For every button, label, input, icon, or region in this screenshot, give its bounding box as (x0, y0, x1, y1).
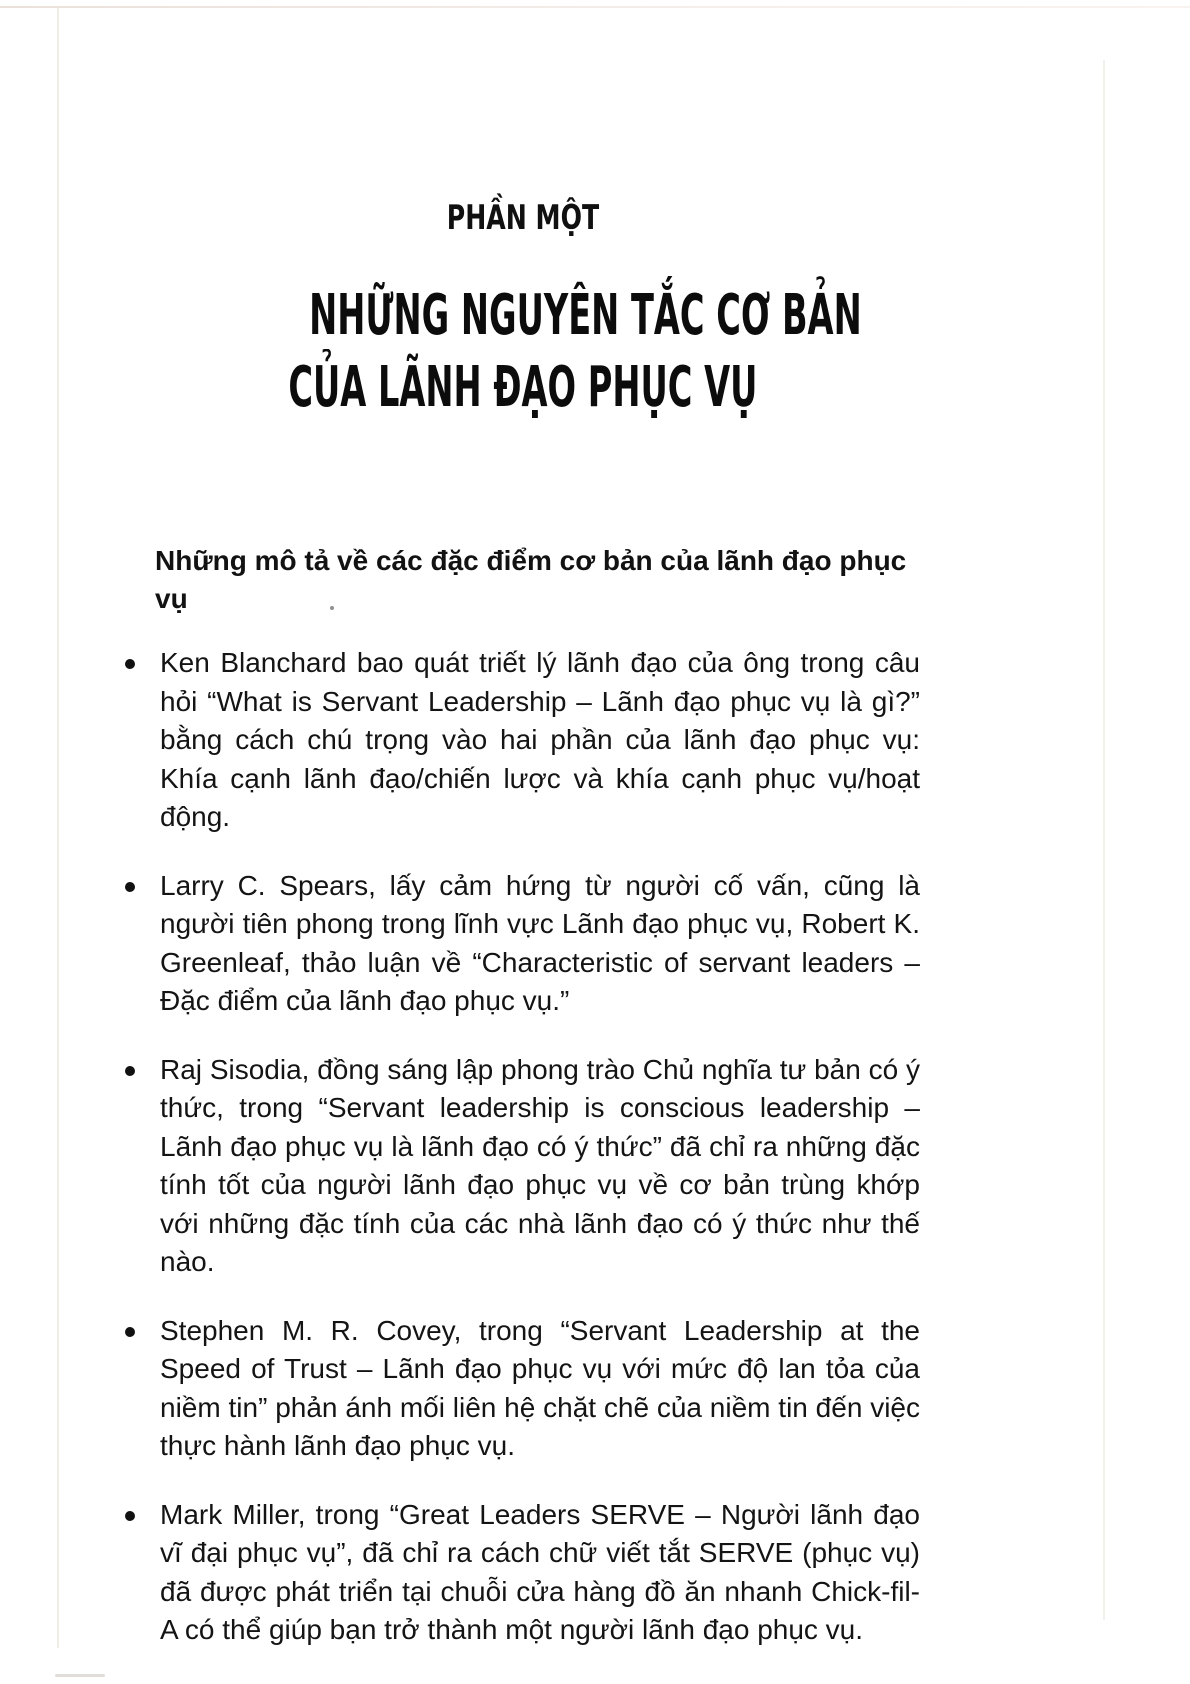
bullet-icon (125, 1511, 135, 1521)
list-item (125, 1496, 920, 1650)
part-label: PHẦN MỘT (446, 198, 599, 238)
page-top-edge (0, 6, 1190, 8)
bullet-icon (125, 882, 135, 892)
page-right-edge (1103, 60, 1105, 1620)
bullet-icon (125, 1066, 135, 1076)
list-item (125, 1312, 920, 1466)
part-label-row (125, 200, 920, 236)
page-left-edge (57, 8, 59, 1648)
bullet-icon (125, 1327, 135, 1337)
page-title (125, 280, 920, 424)
bullet-list (125, 644, 920, 1650)
bullet-icon (125, 659, 135, 669)
bullet-text: Larry C. Spears, lấy cảm hứng từ người cố vấn, cũng là người tiên phong trong lĩnh vực Lãnh đạo phục vụ, Robert K. Greenleaf, thảo luận về “Characteristic of servant leaders – Đặc điểm của lãnh đạo phục vụ.” (160, 869, 920, 1016)
list-item (125, 1051, 920, 1282)
page-content (125, 200, 920, 1680)
bullet-text: Mark Miller, trong “Great Leaders SERVE – Người lãnh đạo vĩ đại phục vụ”, đã chỉ ra cách chữ viết tắt SERVE (phục vụ) đã được phát triển tại chuỗi cửa hàng đồ ăn nhanh Chick-fil-A có thể giúp bạn trở thành một người lãnh đạo phục vụ. (160, 1498, 920, 1645)
page-title-line-2: CỦA LÃNH ĐẠO PHỤC VỤ (287, 355, 758, 420)
list-item (125, 644, 920, 837)
page-title-line-1: NHỮNG NGUYÊN TẮC CƠ BẢN (309, 283, 862, 348)
scan-smudge (55, 1674, 105, 1677)
bullet-text: Raj Sisodia, đồng sáng lập phong trào Chủ nghĩa tư bản có ý thức, trong “Servant leadership is conscious leadership – Lãnh đạo phục vụ là lãnh đạo có ý thức” đã chỉ ra những đặc tính tốt của người lãnh đạo phục vụ về cơ bản trùng khớp với những đặc tính của các nhà lãnh đạo có ý thức như thế nào. (160, 1053, 920, 1277)
list-item (125, 867, 920, 1021)
bullet-text: Stephen M. R. Covey, trong “Servant Leadership at the Speed of Trust – Lãnh đạo phục vụ với mức độ lan tỏa của niềm tin” phản ánh mối liên hệ chặt chẽ của niềm tin đến việc thực hành lãnh đạo phục vụ. (160, 1314, 920, 1461)
section-subtitle: Những mô tả về các đặc điểm cơ bản của lãnh đạo phục vụ (155, 545, 907, 614)
bullet-text: Ken Blanchard bao quát triết lý lãnh đạo của ông trong câu hỏi “What is Servant Leadership – Lãnh đạo phục vụ là gì?” bằng cách chú trọng vào hai phần của lãnh đạo phục vụ: Khía cạnh lãnh đạo/chiến lược và khía cạnh phục vụ/hoạt động. (160, 647, 920, 832)
